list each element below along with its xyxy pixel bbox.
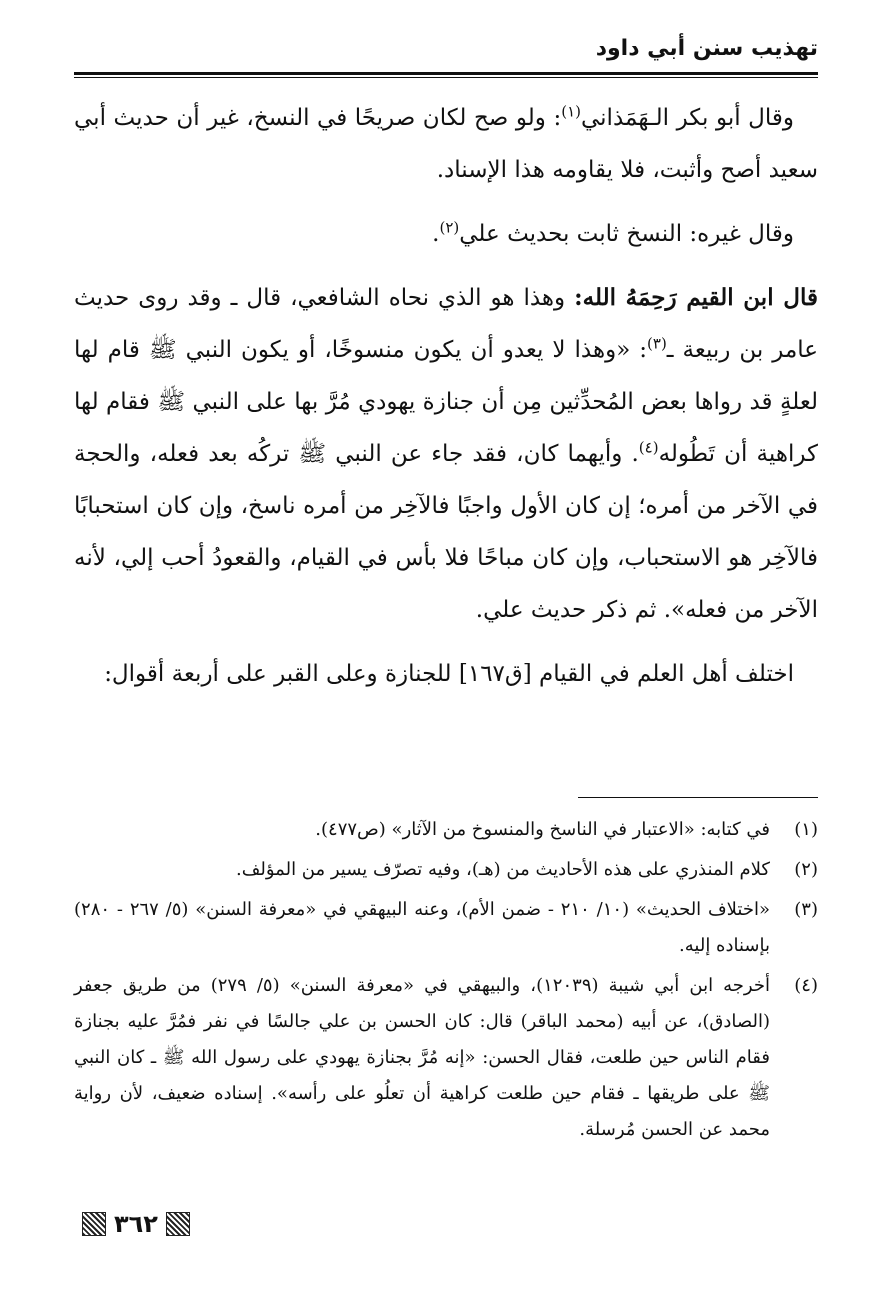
- paragraph-2-text-a: وقال غيره: النسخ ثابت بحديث علي: [459, 221, 794, 247]
- header-rule-thin: [74, 77, 818, 78]
- paragraph-3-text-a: وهذا هو الذي نحاه الشافعي، قال ـ وقد روى حديث عامر بن ربيعة ـ: [74, 285, 819, 363]
- footnote-1: [74, 812, 818, 848]
- paragraph-1-text-a: وقال أبو بكر الـهَمَذاني: [580, 105, 794, 131]
- footnote-ref-3[interactable]: (٣): [647, 334, 667, 353]
- paragraph-3: [74, 272, 818, 636]
- footnote-3: [74, 892, 818, 964]
- footnote-number: (١): [794, 819, 818, 840]
- footnote-number: (٤): [794, 975, 818, 996]
- paragraph-3-text-c: . وأيهما كان، فقد جاء عن النبي ﷺ تركُه بعد فعله، والحجة في الآخر من أمره؛ إن كان الأول واجبًا فالآخِر من أمره ناسخ، وإن كان استحبابًا فالآخِر هو الاستحباب، وإن كان مباحًا فلا بأس في القيام، والقعودُ أحب إلي، لأنه الآخر من فعله». ثم ذكر حديث علي.: [74, 441, 818, 623]
- footnote-separator: [578, 797, 818, 798]
- ibn-qayyim-lead: قال ابن القيم رَحِمَهُ الله:: [574, 284, 818, 311]
- main-text: [74, 92, 818, 700]
- footnote-4: [74, 968, 818, 1148]
- footnote-ref-2[interactable]: (٢): [439, 218, 460, 237]
- footnotes: [74, 812, 818, 1148]
- paragraph-1-text-b: : ولو صح لكان صريحًا في النسخ، غير أن حديث أبي سعيد أصح وأثبت، فلا يقاومه هذا الإسناد.: [74, 105, 818, 183]
- footnote-ref-4[interactable]: (٤): [638, 438, 659, 457]
- footnote-number: (٢): [794, 859, 818, 880]
- page-number: ٣٦٢: [114, 1210, 158, 1238]
- decorative-square-icon: [82, 1212, 106, 1236]
- paragraph-4: اختلف أهل العلم في القيام [ق١٦٧] للجنازة وعلى القبر على أربعة أقوال:: [104, 661, 794, 687]
- paragraph-2: [74, 208, 818, 260]
- paragraph-3-text-b: : «وهذا لا يعدو أن يكون منسوخًا، أو يكون النبي ﷺ قام لها لعلةٍ قد رواها بعض المُحدِّثين مِن أن جنازة يهودي مُرَّ بها على النبي ﷺ فقام لها كراهية أن تَطُوله: [74, 337, 818, 467]
- footnote-text: «اختلاف الحديث» (١٠/ ٢١٠ - ضمن الأم)، وعنه البيهقي في «معرفة السنن» (٥/ ٢٦٧ - ٢٨٠) بإسناده إليه.: [74, 899, 770, 956]
- footnote-text: في كتابه: «الاعتبار في الناسخ والمنسوخ من الآثار» (ص٤٧٧).: [315, 819, 770, 840]
- footnote-number: (٣): [794, 899, 818, 920]
- footnote-text: كلام المنذري على هذه الأحاديث من (هـ)، وفيه تصرّف يسير من المؤلف.: [236, 859, 770, 880]
- footnote-text: أخرجه ابن أبي شيبة (١٢٠٣٩)، والبيهقي في «معرفة السنن» (٥/ ٢٧٩) من طريق جعفر (الصادق)، عن أبيه (محمد الباقر) قال: كان الحسن بن علي جالسًا في نفر فمُرَّ عليه بجنازة فقام الناس حين طلعت، فقال الحسن: «إنه مُرَّ بجنازة يهودي على رسول الله ﷺ ـ كان النبي ﷺ على طريقها ـ فقام حين طلعت كراهية أن تعلُو على رأسه». إسناده ضعيف، لأن رواية محمد عن الحسن مُرسلة.: [74, 975, 770, 1140]
- running-header-title: تهذيب سنن أبي داود: [595, 36, 818, 61]
- footnote-2: [74, 852, 818, 888]
- paragraph-2-text-b: .: [432, 221, 440, 247]
- decorative-square-icon: [166, 1212, 190, 1236]
- footnote-ref-1[interactable]: (١): [561, 102, 581, 121]
- header-rule: [74, 72, 818, 75]
- page-number-block: [82, 1210, 190, 1238]
- paragraph-1: [74, 92, 818, 196]
